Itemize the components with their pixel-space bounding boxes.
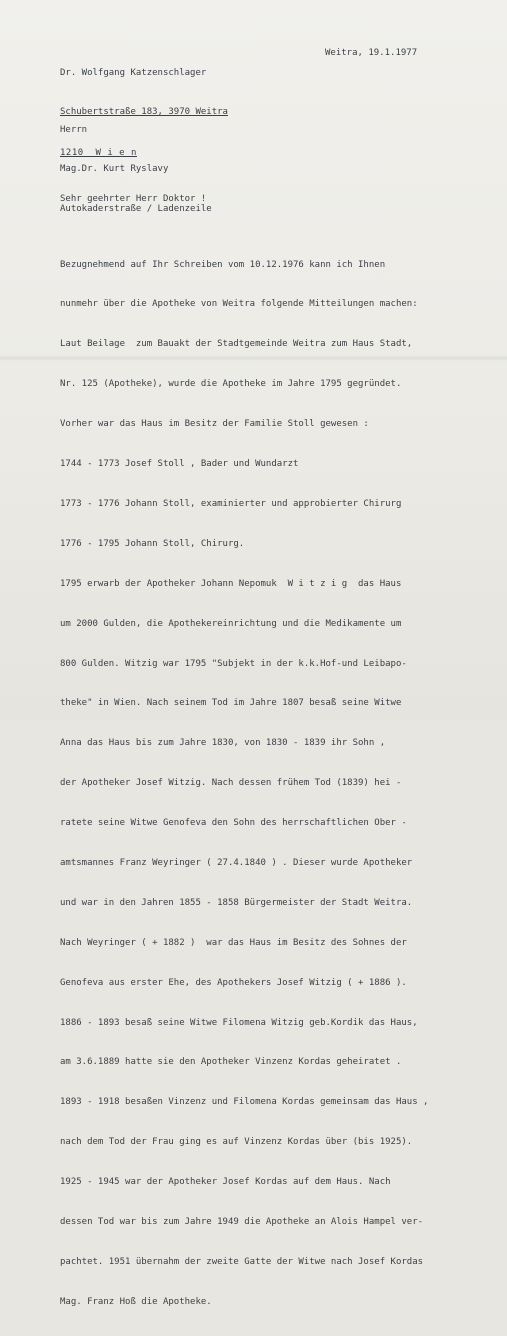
body-line: 1776 - 1795 Johann Stoll, Chirurg. (60, 538, 245, 549)
body-line: und war in den Jahren 1855 - 1858 Bürgermeister der Stadt Weitra. (60, 897, 413, 908)
body-line: 1744 - 1773 Josef Stoll , Bader und Wundarzt (60, 459, 299, 470)
letter-date: Weitra, 19.1.1977 (325, 48, 418, 58)
recipient-name: Mag.Dr. Kurt Ryslavy (60, 164, 169, 175)
body-line: 1795 erwarb der Apotheker Johann Nepomuk W i t z i g das Haus (60, 578, 402, 589)
body-line: nunmehr über die Apotheke von Weitra folgende Mitteilungen machen: (60, 299, 418, 310)
letter-body (60, 232, 428, 1336)
body-line: nach dem Tod der Frau ging es auf Vinzenz Kordas über (bis 1925). (60, 1137, 413, 1148)
body-line: 1886 - 1893 besaß seine Witwe Filomena Witzig geb.Kordik das Haus, (60, 1017, 418, 1028)
body-line: um 2000 Gulden, die Apothekereinrichtung und die Medikamente um (60, 618, 402, 629)
sender-address: Schubertstraße 183, 3970 Weitra (60, 107, 228, 118)
body-line: Vorher war das Haus im Besitz der Familie Stoll gewesen : (60, 419, 369, 430)
recipient-block (60, 97, 212, 243)
salutation: Sehr geehrter Herr Doktor ! (60, 194, 207, 204)
recipient-line: Herrn (60, 124, 88, 135)
sender-name: Dr. Wolfgang Katzenschlager (60, 67, 207, 78)
body-line: der Apotheker Josef Witzig. Nach dessen frühem Tod (1839) hei - (60, 778, 402, 789)
body-line: Genofeva aus erster Ehe, des Apothekers Josef Witzig ( + 1886 ). (60, 977, 407, 988)
body-line: Nach Weyringer ( + 1882 ) war das Haus im Besitz des Sohnes der (60, 937, 407, 948)
body-line: theke" in Wien. Nach seinem Tod im Jahre 1807 besaß seine Witwe (60, 698, 402, 709)
body-line: Bezugnehmend auf Ihr Schreiben vom 10.12.1976 kann ich Ihnen (60, 259, 386, 270)
body-line: dessen Tod war bis zum Jahre 1949 die Apotheke an Alois Hampel ver- (60, 1216, 424, 1227)
body-line: pachtet. 1951 übernahm der zweite Gatte der Witwe nach Josef Kordas (60, 1256, 424, 1267)
recipient-city: 1210 W i e n (60, 148, 137, 158)
body-line: 1893 - 1918 besaßen Vinzenz und Filomena Kordas gemeinsam das Haus , (60, 1097, 429, 1108)
body-line: 1773 - 1776 Johann Stoll, examinierter und approbierter Chirurg (60, 498, 402, 509)
body-line: Mag. Franz Hoß die Apotheke. (60, 1296, 212, 1307)
body-line: amtsmannes Franz Weyringer ( 27.4.1840 ) . Dieser wurde Apotheker (60, 857, 413, 868)
body-line: Anna das Haus bis zum Jahre 1830, von 1830 - 1839 ihr Sohn , (60, 738, 386, 749)
body-line: Laut Beilage zum Bauakt der Stadtgemeinde Weitra zum Haus Stadt, (60, 339, 413, 350)
body-line: Nr. 125 (Apotheke), wurde die Apotheke im Jahre 1795 gegründet. (60, 379, 402, 390)
recipient-street: Autokaderstraße / Ladenzeile (60, 204, 212, 215)
body-line: 1925 - 1945 war der Apotheker Josef Kordas auf dem Haus. Nach (60, 1177, 391, 1188)
body-line: 800 Gulden. Witzig war 1795 "Subjekt in der k.k.Hof-und Leibapo- (60, 658, 407, 669)
body-line: ratete seine Witwe Genofeva den Sohn des herrschaftlichen Ober - (60, 818, 407, 829)
body-line: am 3.6.1889 hatte sie den Apotheker Vinzenz Kordas geheiratet . (60, 1057, 402, 1068)
